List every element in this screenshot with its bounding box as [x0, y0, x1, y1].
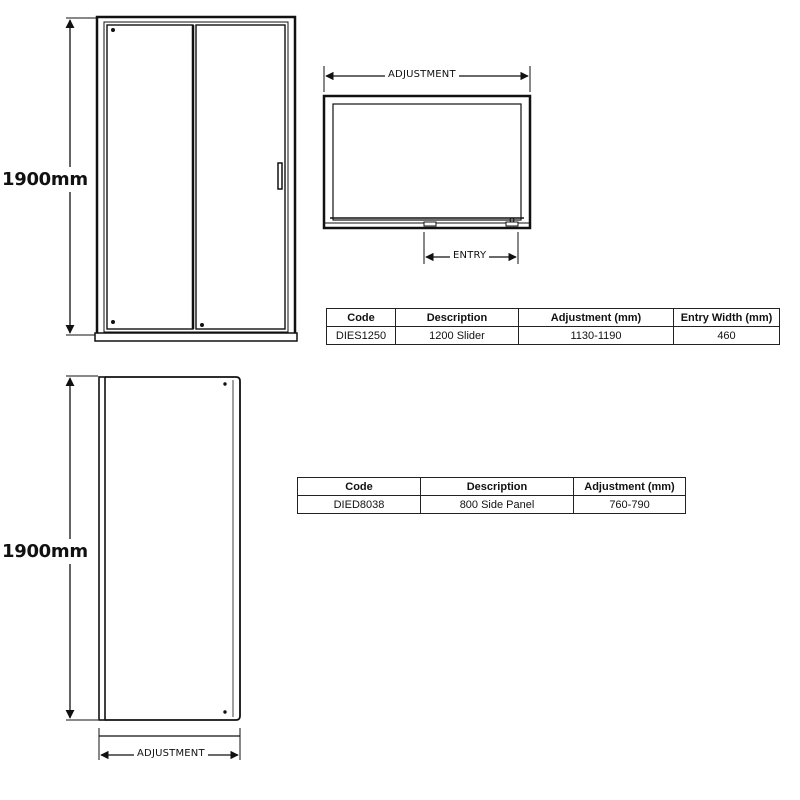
slider-roller-bottom-left — [112, 321, 115, 324]
top-view-roller-left — [424, 222, 436, 226]
slider-cell-description: 1200 Slider — [396, 327, 519, 345]
side-panel-elevation — [66, 376, 240, 760]
side-panel-header-adjustment: Adjustment (mm) — [574, 478, 686, 496]
slider-top-view — [324, 66, 530, 264]
table-row — [327, 327, 780, 345]
slider-cell-entry-width: 460 — [674, 327, 780, 345]
slider-header-entry-width: Entry Width (mm) — [674, 309, 780, 327]
slider-roller-top-left — [112, 29, 115, 32]
slider-front-elevation — [66, 17, 297, 341]
slider-header-code: Code — [327, 309, 396, 327]
slider-fixed-panel — [107, 25, 193, 329]
side-panel-spec-table — [297, 477, 686, 514]
slider-roller-bottom-right — [201, 324, 204, 327]
slider-spec-table — [326, 308, 780, 345]
side-panel-cell-code: DIED8038 — [298, 496, 421, 514]
side-panel-adjustment-label: ADJUSTMENT — [134, 748, 208, 759]
side-panel-glass — [105, 377, 240, 720]
side-panel-fixing-top — [224, 383, 226, 385]
entry-label: ENTRY — [450, 250, 489, 261]
slider-sliding-panel — [196, 25, 285, 329]
top-view-inner-frame — [333, 104, 521, 220]
top-view-adjustment-label: ADJUSTMENT — [385, 69, 459, 80]
shower-tray — [95, 333, 297, 341]
slider-header-description: Description — [396, 309, 519, 327]
top-view-outer-frame — [324, 96, 530, 228]
side-panel-fixing-bottom — [224, 711, 226, 713]
side-panel-header-description: Description — [421, 478, 574, 496]
slider-cell-code: DIES1250 — [327, 327, 396, 345]
table-row — [298, 496, 686, 514]
slider-header-adjustment: Adjustment (mm) — [519, 309, 674, 327]
slider-door-handle — [278, 163, 282, 189]
top-view-roller-right — [506, 222, 518, 226]
slider-table-header-row — [327, 309, 780, 327]
slider-cell-adjustment: 1130-1190 — [519, 327, 674, 345]
side-panel-cell-adjustment: 760-790 — [574, 496, 686, 514]
side-panel-cell-description: 800 Side Panel — [421, 496, 574, 514]
side-panel-wall-profile — [99, 377, 105, 720]
side-panel-table-header-row — [298, 478, 686, 496]
side-panel-height-label: 1900mm — [2, 541, 88, 562]
side-panel-header-code: Code — [298, 478, 421, 496]
slider-height-label: 1900mm — [2, 169, 88, 190]
